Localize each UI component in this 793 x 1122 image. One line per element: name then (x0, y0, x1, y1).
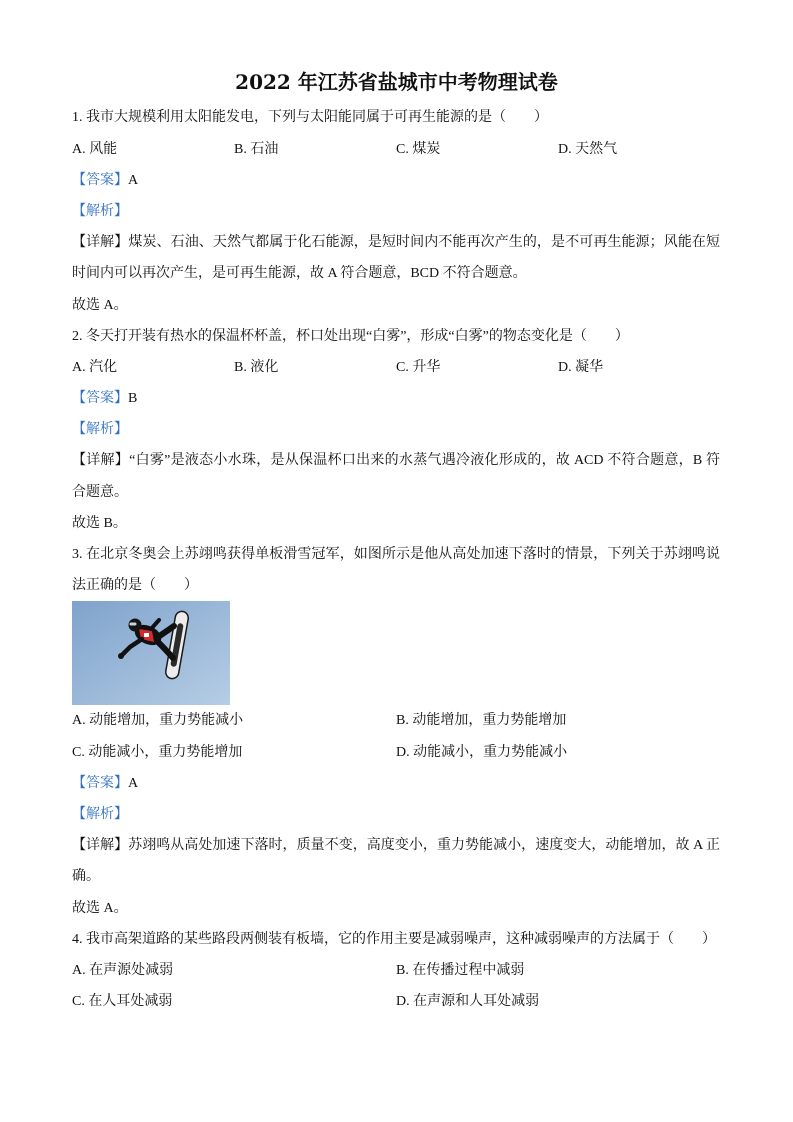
question-3 (72, 539, 722, 924)
analysis-label: 【解析】 (72, 422, 128, 438)
options-row (72, 352, 722, 383)
detail-label: 【详解】 (72, 235, 129, 251)
option-b: B. 动能增加，重力势能增加 (396, 713, 567, 729)
detail-text: 煤炭、石油、天然气都属于化石能源，是短时间内不能再次产生的，是不可再生能源；风能在短 (128, 235, 720, 251)
detail-label: 【详解】 (72, 453, 130, 469)
sky-background (72, 601, 230, 705)
option-c: C. 升华 (396, 359, 441, 375)
question-stem: 法正确的是（ ） (72, 578, 198, 594)
option-b: B. 液化 (234, 359, 279, 375)
answer-value: A (128, 172, 139, 188)
option-d: D. 凝华 (558, 359, 604, 375)
snowboarder-photo (72, 601, 230, 705)
detail-line (72, 830, 720, 861)
exam-title: 2022 年江苏省盐城市中考物理试卷 (235, 70, 558, 94)
analysis-label: 【解析】 (72, 203, 128, 219)
options-row (72, 986, 722, 1017)
question-stem: 4. 我市高架道路的某些路段两侧装有板墙，它的作用主要是减弱噪声，这种减弱噪声的方法属于（ ） (72, 931, 716, 947)
option-c: C. 煤炭 (396, 141, 441, 157)
snowboarder-image (72, 601, 230, 705)
options-row (72, 955, 722, 986)
detail-line: 合题意。 (72, 484, 128, 500)
detail-line (72, 227, 720, 258)
detail-label: 【详解】 (72, 838, 129, 854)
answer-label: 【答案】 (72, 391, 128, 407)
option-c: C. 在人耳处减弱 (72, 994, 173, 1010)
question-1 (72, 102, 722, 320)
conclusion: 故选 A。 (72, 297, 128, 313)
answer-label: 【答案】 (72, 172, 128, 188)
options-row (72, 134, 722, 165)
answer-line (72, 165, 722, 196)
question-stem: 1. 我市大规模利用太阳能发电，下列与太阳能同属于可再生能源的是（ ） (72, 110, 548, 126)
detail-line: 时间内可以再次产生，是可再生能源，故 A 符合题意，BCD 不符合题意。 (72, 266, 527, 282)
option-d: D. 在声源和人耳处减弱 (396, 994, 540, 1010)
option-b: B. 石油 (234, 141, 279, 157)
detail-text: “白雾”是液态小水珠，是从保温杯口出来的水蒸气遇冷液化形成的，故 ACD 不符合题意，B 符 (129, 453, 720, 469)
answer-line (72, 383, 722, 414)
question-stem: 2. 冬天打开装有热水的保温杯杯盖，杯口处出现“白雾”，形成“白雾”的物态变化是（ ） (72, 328, 629, 344)
exam-content (72, 102, 722, 1017)
analysis-label: 【解析】 (72, 806, 128, 822)
option-a: A. 风能 (72, 141, 118, 157)
question-2 (72, 321, 722, 539)
detail-line (72, 445, 720, 476)
answer-value: A (128, 775, 139, 791)
answer-label: 【答案】 (72, 775, 128, 791)
detail-line: 确。 (72, 869, 100, 885)
detail-text: 苏翊鸣从高处加速下落时，质量不变，高度变小，重力势能减小，速度变大，动能增加，故 A 正 (128, 838, 720, 854)
conclusion: 故选 B。 (72, 515, 127, 531)
option-a: A. 汽化 (72, 359, 118, 375)
option-b: B. 在传播过程中减弱 (396, 962, 525, 978)
answer-value: B (128, 391, 138, 407)
option-a: A. 在声源处减弱 (72, 962, 174, 978)
question-stem: 3. 在北京冬奥会上苏翊鸣获得单板滑雪冠军，如图所示是他从高处加速下落时的情景，下列关于苏翊鸣说 (72, 547, 720, 563)
option-d: D. 天然气 (558, 141, 618, 157)
option-a: A. 动能增加，重力势能减小 (72, 713, 244, 729)
answer-line (72, 768, 722, 799)
option-c: C. 动能减小，重力势能增加 (72, 744, 243, 760)
option-d: D. 动能减小，重力势能减小 (396, 744, 568, 760)
conclusion: 故选 A。 (72, 900, 128, 916)
options-row (72, 705, 722, 736)
options-row (72, 737, 722, 768)
question-4 (72, 924, 722, 1018)
